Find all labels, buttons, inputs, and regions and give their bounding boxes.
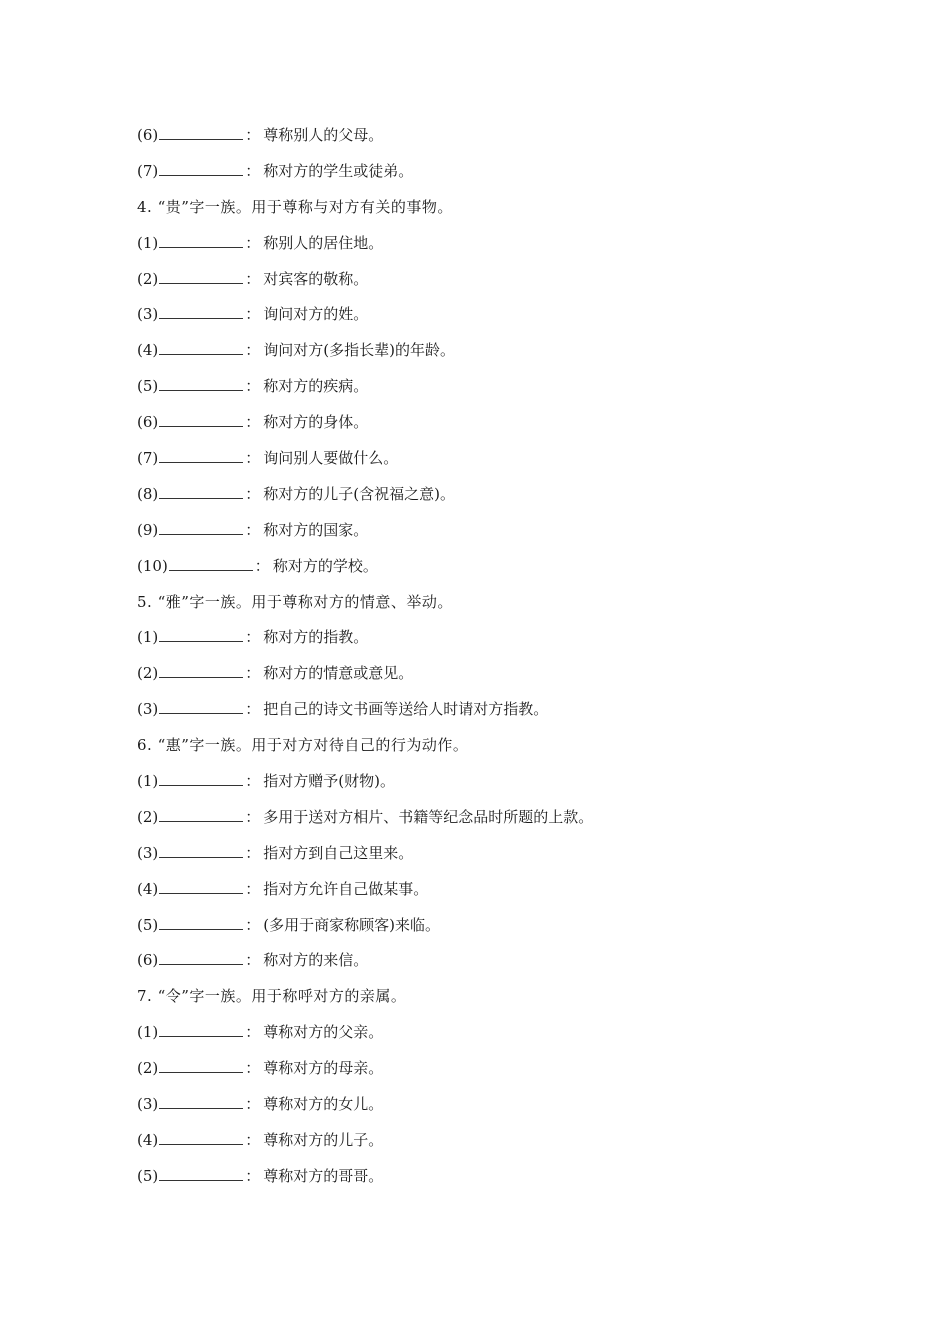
colon-separator: ： xyxy=(245,879,261,898)
item-number: (4) xyxy=(137,879,159,898)
colon-separator: ： xyxy=(245,305,261,324)
item-number: (1) xyxy=(137,233,159,252)
colon-separator: ： xyxy=(245,161,261,180)
fill-in-item xyxy=(137,297,837,333)
fill-in-item xyxy=(137,1159,837,1195)
item-description: 称对方的学校。 xyxy=(272,556,378,575)
item-number: (6) xyxy=(137,951,159,970)
fill-in-item xyxy=(137,1015,837,1051)
item-description: 尊称对方的儿子。 xyxy=(263,1130,384,1149)
colon-separator: ： xyxy=(245,807,261,826)
item-description: 称对方的学生或徒弟。 xyxy=(263,161,414,180)
fill-in-item xyxy=(137,118,837,154)
fill-in-item xyxy=(137,656,837,692)
item-description: 称对方的身体。 xyxy=(263,413,369,432)
item-description: 称对方的疾病。 xyxy=(263,377,369,396)
item-number: (1) xyxy=(137,772,159,791)
item-number: (4) xyxy=(137,341,159,360)
item-number: (7) xyxy=(137,449,159,468)
answer-blank[interactable] xyxy=(159,1168,243,1181)
answer-blank[interactable] xyxy=(159,809,243,822)
colon-separator: ： xyxy=(245,664,261,683)
fill-in-item xyxy=(137,800,837,836)
answer-blank[interactable] xyxy=(159,701,243,714)
item-description: 对宾客的敬称。 xyxy=(263,269,369,288)
item-description: 询问别人要做什么。 xyxy=(263,449,399,468)
item-number: (6) xyxy=(137,126,159,144)
fill-in-item xyxy=(137,226,837,262)
fill-in-item xyxy=(137,620,837,656)
colon-separator: ： xyxy=(245,1166,261,1185)
colon-separator: ： xyxy=(245,413,261,432)
item-number: (9) xyxy=(137,520,159,539)
fill-in-item xyxy=(137,369,837,405)
fill-in-item xyxy=(137,1123,837,1159)
colon-separator: ： xyxy=(245,1130,261,1149)
colon-separator: ： xyxy=(245,341,261,360)
colon-separator: ： xyxy=(254,556,270,575)
colon-separator: ： xyxy=(245,1023,261,1042)
section-heading: 4. “贵”字一族。用于尊称与对方有关的事物。 xyxy=(137,197,453,216)
answer-blank[interactable] xyxy=(159,127,243,140)
item-number: (6) xyxy=(137,413,159,432)
answer-blank[interactable] xyxy=(159,1024,243,1037)
answer-blank[interactable] xyxy=(169,558,253,571)
colon-separator: ： xyxy=(245,915,261,934)
item-number: (1) xyxy=(137,628,159,647)
fill-in-item xyxy=(137,262,837,298)
answer-blank[interactable] xyxy=(159,271,243,284)
colon-separator: ： xyxy=(245,772,261,791)
colon-separator: ： xyxy=(245,520,261,539)
fill-in-item xyxy=(137,908,837,944)
fill-in-item xyxy=(137,477,837,513)
item-number: (10) xyxy=(137,556,168,575)
colon-separator: ： xyxy=(245,126,261,144)
answer-blank[interactable] xyxy=(159,486,243,499)
item-description: 称对方的来信。 xyxy=(263,951,369,970)
item-description: 尊称对方的哥哥。 xyxy=(263,1166,384,1185)
item-description: 指对方到自己这里来。 xyxy=(263,843,414,862)
answer-blank[interactable] xyxy=(159,414,243,427)
item-number: (3) xyxy=(137,700,159,719)
colon-separator: ： xyxy=(245,951,261,970)
fill-in-item xyxy=(137,513,837,549)
item-number: (2) xyxy=(137,664,159,683)
colon-separator: ： xyxy=(245,449,261,468)
item-number: (1) xyxy=(137,1023,159,1042)
answer-blank[interactable] xyxy=(159,881,243,894)
colon-separator: ： xyxy=(245,233,261,252)
item-number: (4) xyxy=(137,1130,159,1149)
fill-in-item xyxy=(137,405,837,441)
item-description: 称对方的指教。 xyxy=(263,628,369,647)
item-description: 询问对方(多指长辈)的年龄。 xyxy=(263,341,455,360)
answer-blank[interactable] xyxy=(159,306,243,319)
answer-blank[interactable] xyxy=(159,773,243,786)
item-number: (7) xyxy=(137,161,159,180)
fill-in-item xyxy=(137,692,837,728)
item-description: 尊称别人的父母。 xyxy=(263,126,384,144)
answer-blank[interactable] xyxy=(159,629,243,642)
item-number: (3) xyxy=(137,843,159,862)
answer-blank[interactable] xyxy=(159,952,243,965)
colon-separator: ： xyxy=(245,700,261,719)
item-description: 称对方的国家。 xyxy=(263,520,369,539)
fill-in-item xyxy=(137,764,837,800)
colon-separator: ： xyxy=(245,377,261,396)
item-description: 尊称对方的女儿。 xyxy=(263,1095,384,1114)
answer-blank[interactable] xyxy=(159,1060,243,1073)
fill-in-item xyxy=(137,872,837,908)
colon-separator: ： xyxy=(245,1059,261,1078)
fill-in-item xyxy=(137,1087,837,1123)
colon-separator: ： xyxy=(245,484,261,503)
fill-in-item xyxy=(137,943,837,979)
section-heading: 5. “雅”字一族。用于尊称对方的情意、举动。 xyxy=(137,592,453,611)
colon-separator: ： xyxy=(245,628,261,647)
fill-in-item xyxy=(137,1051,837,1087)
item-number: (5) xyxy=(137,377,159,396)
item-description: 把自己的诗文书画等送给人时请对方指教。 xyxy=(263,700,549,719)
answer-blank[interactable] xyxy=(159,235,243,248)
item-number: (2) xyxy=(137,269,159,288)
fill-in-item xyxy=(137,549,837,585)
fill-in-item xyxy=(137,154,837,190)
item-number: (2) xyxy=(137,1059,159,1078)
item-description: 指对方赠予(财物)。 xyxy=(263,772,395,791)
answer-blank[interactable] xyxy=(159,917,243,930)
fill-in-item xyxy=(137,333,837,369)
answer-blank[interactable] xyxy=(159,1132,243,1145)
item-number: (3) xyxy=(137,1095,159,1114)
item-number: (3) xyxy=(137,305,159,324)
colon-separator: ： xyxy=(245,843,261,862)
answer-blank[interactable] xyxy=(159,1096,243,1109)
item-number: (5) xyxy=(137,915,159,934)
fill-in-item xyxy=(137,836,837,872)
item-description: 询问对方的姓。 xyxy=(263,305,369,324)
section-heading: 7. “令”字一族。用于称呼对方的亲属。 xyxy=(137,987,407,1006)
colon-separator: ： xyxy=(245,1095,261,1114)
answer-blank[interactable] xyxy=(159,450,243,463)
answer-blank[interactable] xyxy=(159,163,243,176)
item-number: (5) xyxy=(137,1166,159,1185)
item-description: 称对方的儿子(含祝福之意)。 xyxy=(263,484,455,503)
answer-blank[interactable] xyxy=(159,378,243,391)
answer-blank[interactable] xyxy=(159,665,243,678)
worksheet-page xyxy=(137,118,837,1195)
fill-in-item xyxy=(137,441,837,477)
section-heading: 6. “惠”字一族。用于对方对待自己的行为动作。 xyxy=(137,736,469,755)
item-description: 称对方的情意或意见。 xyxy=(263,664,414,683)
item-description: 多用于送对方相片、书籍等纪念品时所题的上款。 xyxy=(263,807,594,826)
answer-blank[interactable] xyxy=(159,522,243,535)
item-number: (2) xyxy=(137,807,159,826)
item-description: 称别人的居住地。 xyxy=(263,233,384,252)
answer-blank[interactable] xyxy=(159,342,243,355)
item-number: (8) xyxy=(137,484,159,503)
item-description: (多用于商家称顾客)来临。 xyxy=(263,915,440,934)
item-description: 尊称对方的父亲。 xyxy=(263,1023,384,1042)
item-description: 指对方允许自己做某事。 xyxy=(263,879,429,898)
colon-separator: ： xyxy=(245,269,261,288)
item-description: 尊称对方的母亲。 xyxy=(263,1059,384,1078)
answer-blank[interactable] xyxy=(159,845,243,858)
